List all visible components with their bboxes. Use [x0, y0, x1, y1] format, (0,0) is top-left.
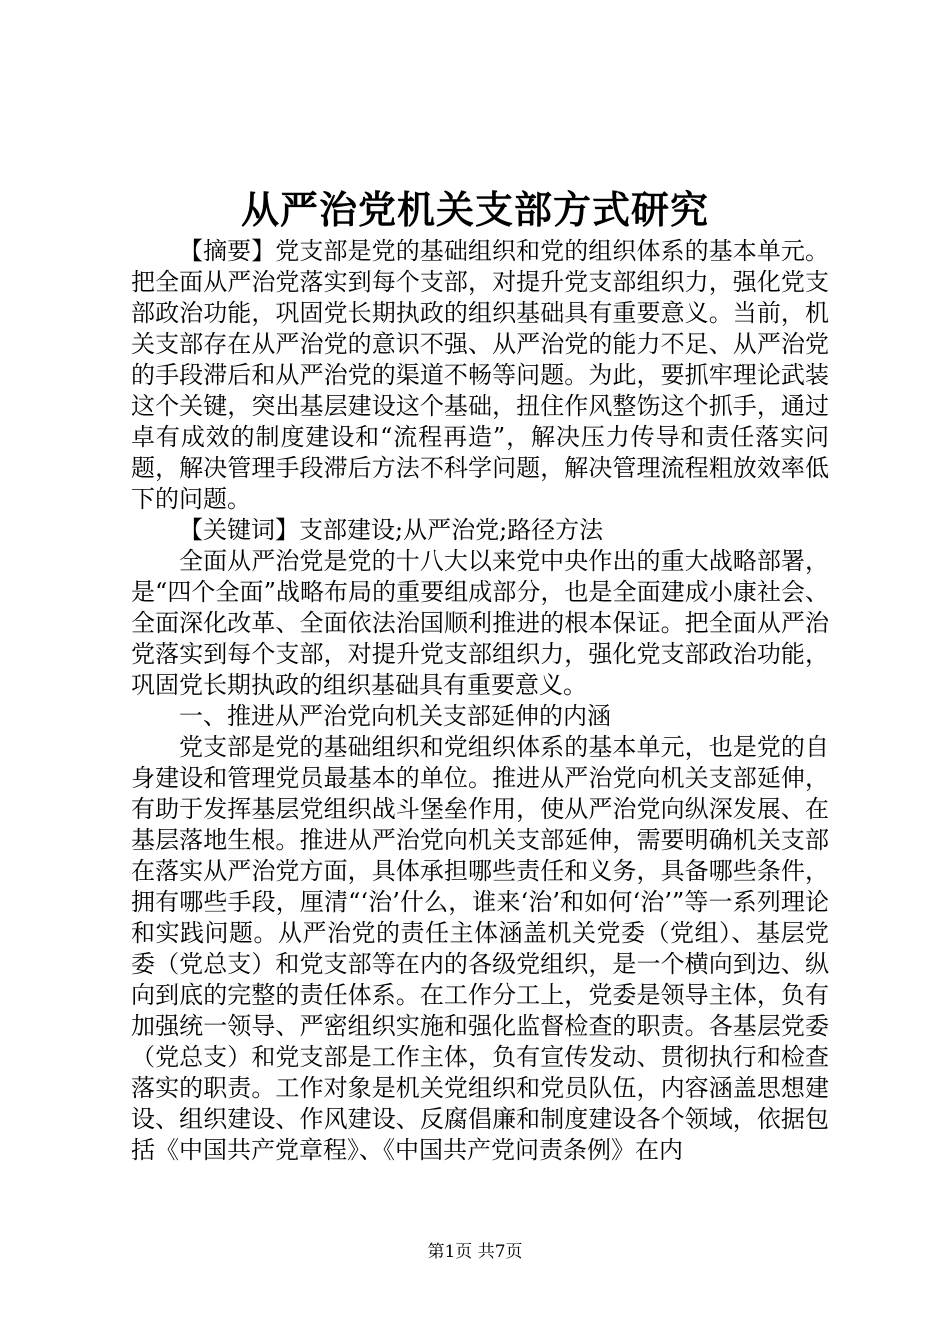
document-title: 从严治党机关支部方式研究 — [240, 187, 709, 232]
page-footer: 第1页 共7页 — [427, 1242, 523, 1262]
section-heading: 一、推进从严治党向机关支部延伸的内涵 — [179, 702, 611, 730]
abstract-paragraph: 【摘要】党支部是党的基础组织和党的组织体系的基本单元。把全面从严治党落实到每个支部，对提升党支部组织力，强化党支部政治功能，巩固党长期执政的组织基础具有重要意义。当前，机关支部存在从严治党的意识不强、从严治党的能力不足、从严治党的手段滞后和从严治党的渠道不畅等问题。为此，要抓牢理论武装这个关键，突出基层建设这个基础，扭住作风整饬这个抓手，通过卓有成效的制度建设和“流程再造”，解决压力传导和责任落实问题，解决管理手段滞后方法不科学问题，解决管理流程粗放效率低下的问题。 — [131, 237, 829, 513]
intro-paragraph: 全面从严治党是党的十八大以来党中央作出的重大战略部署，是“四个全面”战略布局的重要组成部分，也是全面建成小康社会、全面深化改革、全面依法治国顺利推进的根本保证。把全面从严治党落实到每个支部，对提升党支部组织力，强化党支部政治功能，巩固党长期执政的组织基础具有重要意义。 — [131, 547, 829, 699]
document-body — [131, 236, 829, 1166]
keywords-paragraph: 【关键词】支部建设;从严治党;路径方法 — [179, 516, 604, 544]
section-paragraph: 党支部是党的基础组织和党组织体系的基本单元，也是党的自身建设和管理党员最基本的单位。推进从严治党向机关支部延伸，有助于发挥基层党组织战斗堡垒作用，使从严治党向纵深发展、在基层落地生根。推进从严治党向机关支部延伸，需要明确机关支部在落实从严治党方面，具体承担哪些责任和义务，具备哪些条件，拥有哪些手段，厘清“‘治’什么，谁来‘治’和如何‘治’”等一系列理论和实践问题。从严治党的责任主体涵盖机关党委（党组）、基层党委（党总支）和党支部等在内的各级党组织，是一个横向到边、纵向到底的完整的责任体系。在工作分工上，党委是领导主体，负有加强统一领导、严密组织实施和强化监督检查的职责。各基层党委（党总支）和党支部是工作主体，负有宣传发动、贯彻执行和检查落实的职责。工作对象是机关党组织和党员队伍，内容涵盖思想建设、组织建设、作风建设、反腐倡廉和制度建设各个领域，依据包括《中国共产党章程》、《中国共产党问责条例》在内 — [131, 733, 829, 1164]
